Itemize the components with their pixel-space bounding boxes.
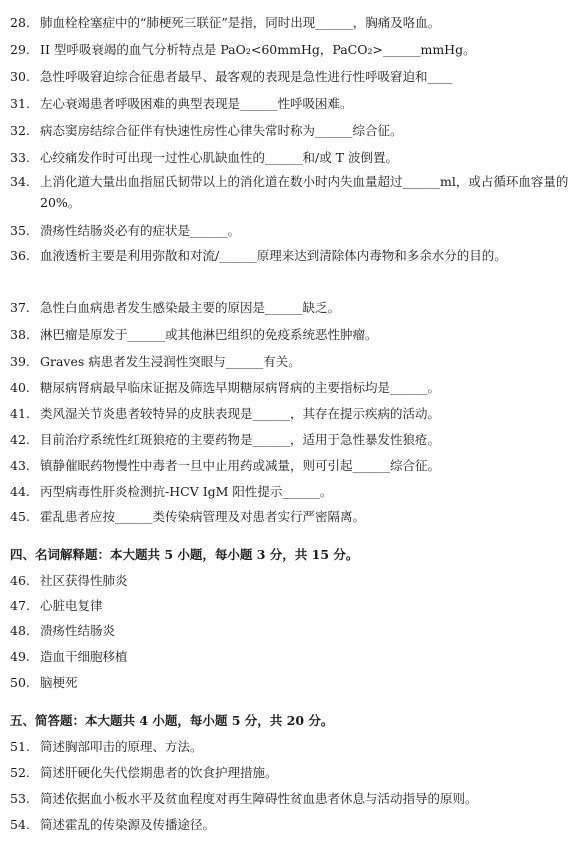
question-text: 目前治疗系统性红斑狼疮的主要药物是______，适用于急性暴发性狼疮。 [40, 432, 441, 447]
section-4-heading: 四、名词解释题：本大题共 5 小题，每小题 3 分，共 15 分。 [10, 547, 359, 562]
section-5-heading: 五、简答题：本大题共 4 小题，每小题 5 分，共 20 分。 [10, 713, 334, 728]
question-47 [10, 599, 570, 613]
question-text: 霍乱患者应按______类传染病管理及对患者实行严密隔离。 [40, 509, 366, 524]
question-number: 53. [10, 791, 30, 806]
question-44 [10, 485, 570, 499]
question-39 [10, 355, 570, 369]
question-text: II 型呼吸衰竭的血气分析特点是 PaO₂<60mmHg，PaCO₂>______mmHg。 [40, 42, 476, 57]
question-number: 45. [10, 509, 30, 524]
question-text: 左心衰竭患者呼吸困难的典型表现是______性呼吸困难。 [40, 96, 353, 111]
question-35 [10, 224, 570, 238]
question-text: 造血干细胞移植 [40, 649, 128, 664]
question-51 [10, 740, 570, 754]
question-number: 48. [10, 623, 30, 638]
question-text: 急性白血病患者发生感染最主要的原因是______缺乏。 [40, 300, 341, 315]
question-text: 简述胸部叩击的原理、方法。 [40, 739, 203, 754]
question-52 [10, 766, 570, 780]
question-number: 41. [10, 406, 30, 421]
question-48 [10, 624, 570, 638]
question-text: 溃疡性结肠炎必有的症状是______。 [40, 223, 241, 238]
question-number: 51. [10, 739, 30, 754]
question-number: 43. [10, 458, 30, 473]
question-number: 39. [10, 354, 30, 369]
question-number: 40. [10, 380, 30, 395]
question-29 [10, 43, 570, 57]
question-text: 简述依据血小板水平及贫血程度对再生障碍性贫血患者休息与活动指导的原则。 [40, 791, 478, 806]
question-text: 简述霍乱的传染源及传播途径。 [40, 817, 216, 832]
question-41 [10, 407, 570, 421]
question-54 [10, 818, 570, 832]
question-46 [10, 574, 570, 588]
question-number: 34. [10, 174, 30, 189]
question-number: 49. [10, 649, 30, 664]
question-text: 病态窦房结综合征伴有快速性房性心律失常时称为______综合征。 [40, 123, 403, 138]
question-30 [10, 70, 570, 84]
question-49 [10, 650, 570, 664]
question-31 [10, 97, 570, 111]
question-number: 46. [10, 573, 30, 588]
question-text: 类风湿关节炎患者较特异的皮肤表现是______，其存在提示疾病的活动。 [40, 406, 441, 421]
question-32 [10, 124, 570, 138]
question-text: 心绞痛发作时可出现一过性心肌缺血性的______和/或 T 波倒置。 [40, 150, 398, 165]
question-text: 上消化道大量出血指屈氏韧带以上的消化道在数小时内失血量超过______ml，或占循环血容量的 20%。 [40, 174, 569, 210]
question-text: 肺血栓栓塞症中的“肺梗死三联征”是指，同时出现______，胸痛及咯血。 [40, 15, 441, 30]
question-number: 47. [10, 598, 30, 613]
question-38 [10, 328, 570, 342]
question-34 [10, 171, 570, 213]
question-53 [10, 792, 570, 806]
question-text: 脑梗死 [40, 675, 78, 690]
question-number: 42. [10, 432, 30, 447]
question-text: 血液透析主要是利用弥散和对流/______原理来达到清除体内毒物和多余水分的目的。 [40, 248, 507, 263]
question-number: 52. [10, 765, 30, 780]
question-number: 35. [10, 223, 30, 238]
question-text: 淋巴瘤是原发于______或其他淋巴组织的免疫系统恶性肿瘤。 [40, 327, 378, 342]
question-28 [10, 16, 570, 30]
question-number: 29. [10, 42, 30, 57]
question-42 [10, 433, 570, 447]
question-text: 心脏电复律 [40, 598, 103, 613]
question-number: 28. [10, 15, 30, 30]
question-text: 简述肝硬化失代偿期患者的饮食护理措施。 [40, 765, 278, 780]
question-number: 54. [10, 817, 30, 832]
question-number: 36. [10, 248, 30, 263]
question-43 [10, 459, 570, 473]
question-text: 社区获得性肺炎 [40, 573, 128, 588]
question-text: 急性呼吸窘迫综合征患者最早、最客观的表现是急性进行性呼吸窘迫和____ [40, 69, 453, 84]
question-text: Graves 病患者发生浸润性突眼与______有关。 [40, 354, 301, 369]
question-number: 50. [10, 675, 30, 690]
question-text: 糖尿病肾病最早临床证据及筛选早期糖尿病肾病的主要指标均是______。 [40, 380, 441, 395]
question-text: 镇静催眠药物慢性中毒者一旦中止用药或减量，则可引起______综合征。 [40, 458, 441, 473]
question-text: 溃疡性结肠炎 [40, 623, 116, 638]
question-number: 44. [10, 484, 30, 499]
question-number: 37. [10, 300, 30, 315]
question-number: 32. [10, 123, 30, 138]
question-40 [10, 381, 570, 395]
question-number: 38. [10, 327, 30, 342]
question-45 [10, 510, 570, 524]
question-33 [10, 151, 570, 165]
question-number: 31. [10, 96, 30, 111]
question-50 [10, 676, 570, 690]
question-number: 30. [10, 69, 30, 84]
question-text: 丙型病毒性肝炎检测抗-HCV IgM 阳性提示______。 [40, 484, 333, 499]
question-36 [10, 245, 570, 266]
question-37 [10, 301, 570, 315]
question-number: 33. [10, 150, 30, 165]
